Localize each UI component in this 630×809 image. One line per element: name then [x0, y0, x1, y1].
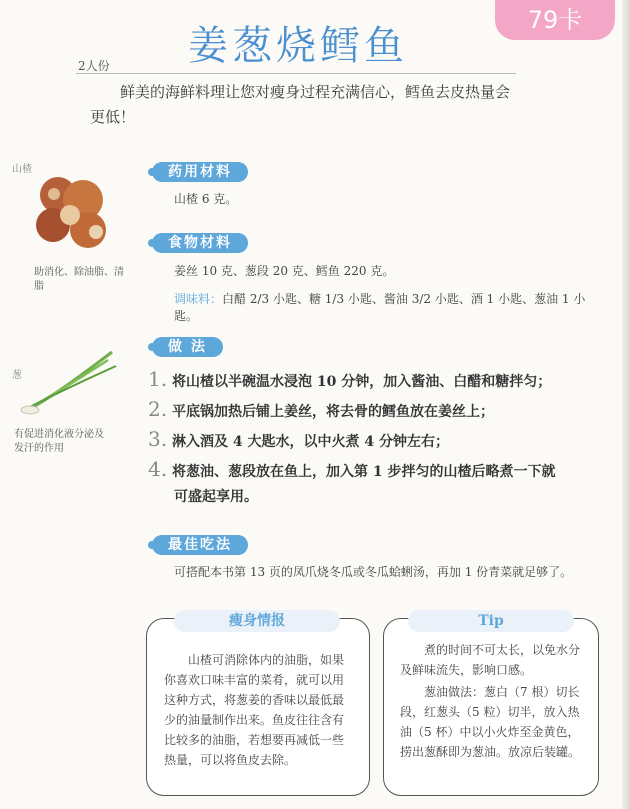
- best-text: 可搭配本书第 13 页的凤爪烧冬瓜或冬瓜蛤蜊汤，再加 1 份青菜就足够了。: [174, 565, 573, 579]
- method-step-continuation: 可盛起享用。: [174, 489, 258, 505]
- tip-text-2: 葱油做法：葱白（7 根）切长段，红葱头（5 粒）切半，放入热油（5 杯）中以小火炸至金黄色，捞出葱酥即为葱油。放凉后装罐。: [400, 685, 581, 759]
- title-divider: [76, 73, 516, 74]
- seasoning-line: [174, 290, 604, 324]
- food-heading: 食物材料: [152, 233, 248, 253]
- seasoning-text: 白醋 2/3 小匙、糖 1/3 小匙、酱油 3/2 小匙、酒 1 小匙、葱油 1 小匙。: [174, 292, 586, 323]
- intro-text: 鲜美的海鲜料理让您对瘦身过程充满信心，鳕鱼去皮热量会更低！: [90, 83, 511, 126]
- scallion-label: 葱: [12, 370, 22, 381]
- hawthorn-label: 山楂: [12, 164, 32, 175]
- medicinal-text: 山楂 6 克。: [174, 192, 238, 206]
- servings-label: 2人份: [78, 59, 110, 73]
- tip-heading: Tip: [408, 610, 574, 632]
- hawthorn-desc: 助消化、除油脂、清脂: [34, 267, 124, 292]
- method-step: 4. 将葱油、葱段放在鱼上，加入第 1 步拌匀的山楂后略煮一下就: [148, 457, 556, 481]
- hawthorn-image: [28, 170, 118, 255]
- food-text: 姜丝 10 克、葱段 20 克、鳕鱼 220 克。: [174, 264, 395, 278]
- best-heading: 最佳吃法: [152, 535, 248, 555]
- method-step: 3. 淋入酒及 4 大匙水，以中火煮 4 分钟左右；: [148, 427, 449, 451]
- method-heading: 做 法: [152, 337, 223, 357]
- medicinal-heading: 药用材料: [152, 162, 248, 182]
- method-step: 1. 将山楂以半碗温水浸泡 10 分钟，加入酱油、白醋和糖拌匀；: [148, 367, 552, 391]
- tip-text-1: 煮的时间不可太长，以免水分及鲜味流失，影响口感。: [400, 643, 581, 677]
- slimming-info-heading: 瘦身情报: [174, 610, 340, 632]
- page-edge: [622, 0, 630, 809]
- seasoning-label: 调味料：: [174, 292, 223, 306]
- slimming-info-text: 山楂可消除体内的油脂，如果你喜欢口味丰富的菜肴，就可以用这种方式，将葱姜的香味以最低最少的油量制作出来。鱼皮往往含有比较多的油脂，若想要再减低一些热量，可以将鱼皮去除。: [164, 653, 345, 767]
- calorie-tab: 79卡: [495, 0, 615, 40]
- method-step: 2. 平底锅加热后铺上姜丝，将去骨的鳕鱼放在姜丝上；: [148, 397, 494, 421]
- scallion-image: [12, 348, 117, 418]
- page-title: 姜葱烧鳕鱼: [188, 23, 408, 69]
- scallion-desc: 有促进消化液分泌及发汗的作用: [14, 429, 104, 454]
